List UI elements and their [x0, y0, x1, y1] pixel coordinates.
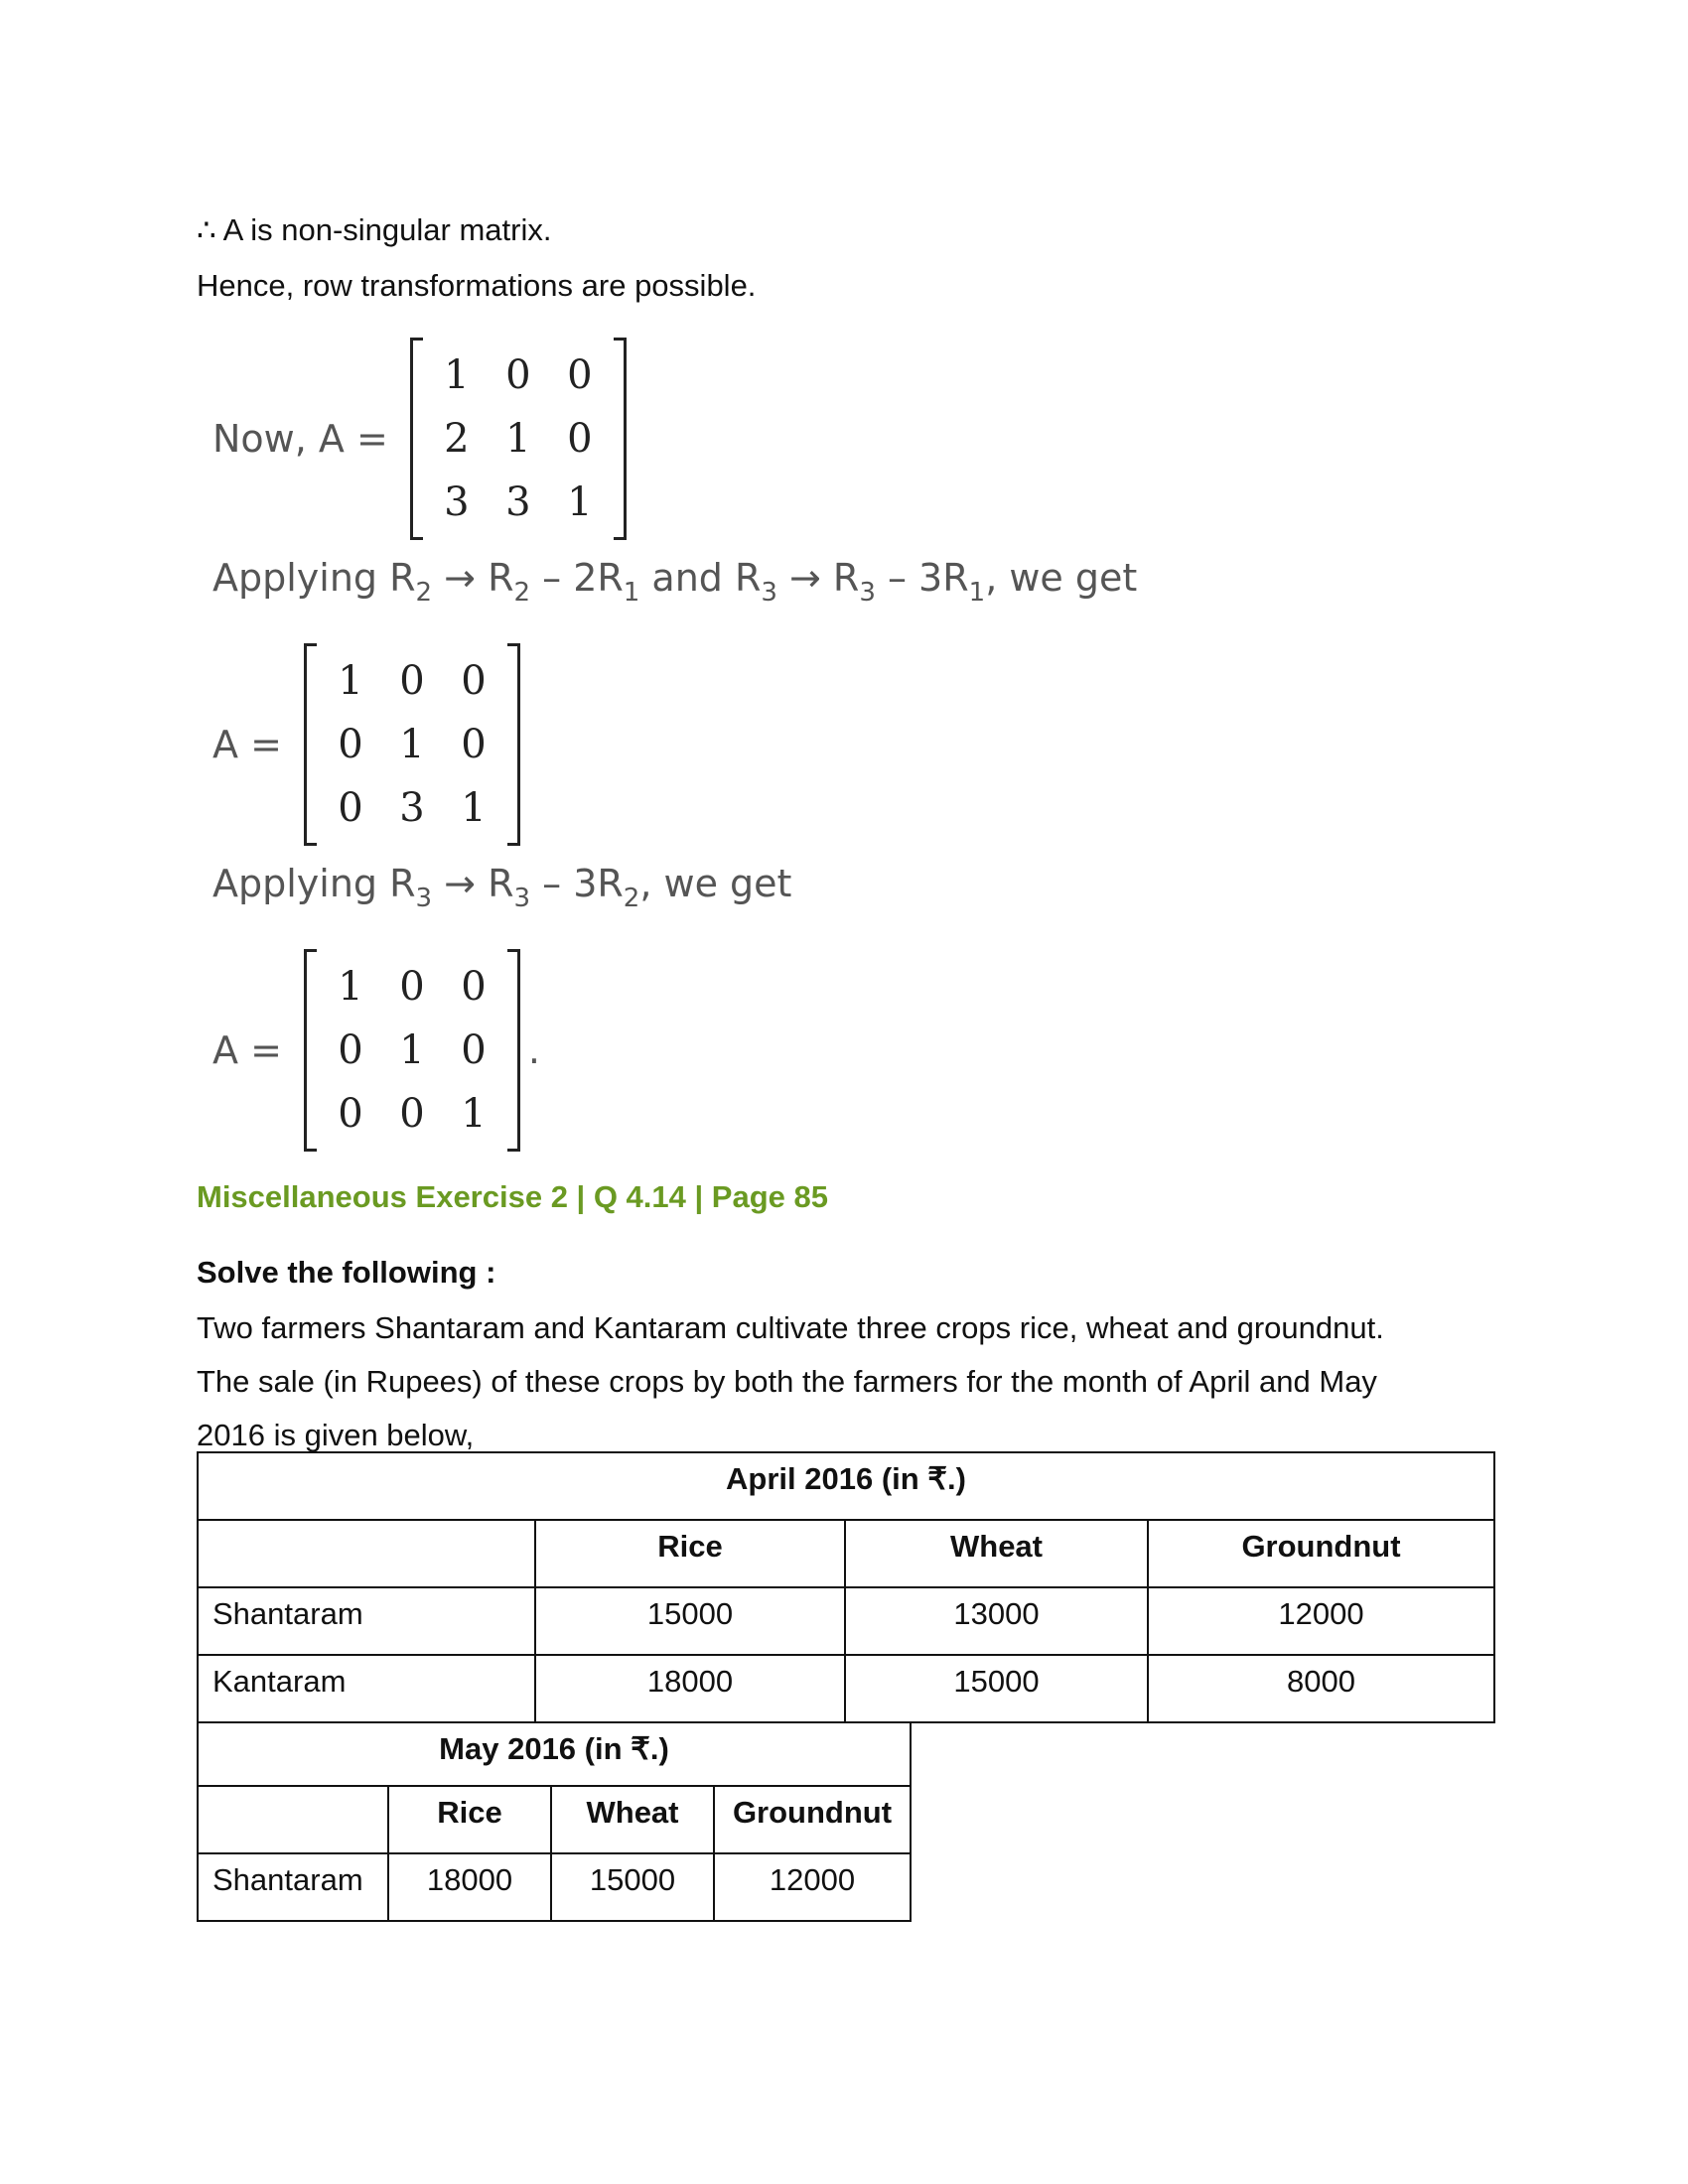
table-cell: 13000: [845, 1587, 1148, 1655]
matrix-cell: 1: [399, 1027, 425, 1073]
op-text: – 3R: [875, 556, 969, 600]
conclusion-text: A is non-singular matrix.: [222, 212, 552, 247]
op-text: , we get: [639, 862, 792, 905]
table-cell: Shantaram: [198, 1853, 388, 1921]
op-subscript: 1: [968, 578, 986, 608]
matrix-cell: 1: [399, 722, 425, 767]
row-operation-step-2: [212, 554, 1137, 616]
table-cell: Shantaram: [198, 1587, 535, 1655]
op-text: → R: [432, 862, 514, 905]
table-header-cell: Groundnut: [714, 1786, 911, 1853]
table-cell: 12000: [714, 1853, 911, 1921]
therefore-symbol: ∴: [197, 212, 216, 247]
matrix-cell: 0: [338, 1027, 363, 1073]
table-header-cell: Rice: [535, 1520, 845, 1587]
op-text: Applying R: [212, 862, 416, 905]
instruction-text: Solve the following :: [197, 1255, 496, 1290]
question-line-2: The sale (in Rupees) of these crops by both the farmers for the month of April and May: [197, 1364, 1377, 1399]
table-header-cell: Wheat: [845, 1520, 1148, 1587]
matrix-step-1: [212, 338, 627, 540]
matrix-brackets: [304, 643, 520, 846]
matrix-cell: 0: [567, 352, 593, 398]
table-header-cell: [198, 1786, 388, 1853]
table-header-cell: Wheat: [551, 1786, 714, 1853]
op-subscript: 2: [623, 884, 640, 913]
op-subscript: 2: [513, 578, 531, 608]
table-title: May 2016 (in ₹.): [198, 1722, 911, 1786]
matrix-cell: 0: [338, 785, 363, 831]
matrix-body: [320, 955, 504, 1146]
matrix-cell: 1: [444, 352, 470, 398]
op-subscript: 2: [415, 578, 433, 608]
table-header-cell: Rice: [388, 1786, 551, 1853]
op-subscript: 1: [623, 578, 640, 608]
matrix-step-2: [212, 643, 520, 846]
table-cell: 12000: [1148, 1587, 1494, 1655]
table-cell: 8000: [1148, 1655, 1494, 1722]
matrix-cell: 1: [505, 416, 531, 462]
matrix-cell: 0: [567, 416, 593, 462]
matrix-cell: 0: [461, 964, 487, 1010]
matrix-cell: 0: [399, 658, 425, 704]
matrix-cell: 1: [338, 964, 363, 1010]
matrix-cell: 0: [338, 1091, 363, 1137]
table-cell: 18000: [535, 1655, 845, 1722]
matrix-cell: 0: [338, 722, 363, 767]
matrix-body: [426, 343, 611, 534]
question-line-3: 2016 is given below,: [197, 1418, 475, 1452]
table-row: [198, 1655, 1494, 1722]
op-subscript: 3: [513, 884, 531, 913]
matrix-cell: 3: [399, 785, 425, 831]
table-row: [198, 1587, 1494, 1655]
op-text: and R: [639, 556, 762, 600]
conclusion-line-2: Hence, row transformations are possible.: [197, 268, 757, 303]
op-text: → R: [776, 556, 860, 600]
matrix-label: A =: [212, 723, 282, 766]
matrix-cell: 0: [505, 352, 531, 398]
table-cell: Kantaram: [198, 1655, 535, 1722]
op-text: Applying R: [212, 556, 416, 600]
matrix-cell: 1: [461, 1091, 487, 1137]
matrix-brackets: [304, 949, 520, 1152]
op-text: – 3R: [530, 862, 624, 905]
table-row: [198, 1853, 911, 1921]
matrix-cell: 0: [399, 1091, 425, 1137]
table-cell: 15000: [551, 1853, 714, 1921]
op-text: , we get: [985, 556, 1138, 600]
table-cell: 15000: [535, 1587, 845, 1655]
question-line-1: Two farmers Shantaram and Kantaram cultivate three crops rice, wheat and groundnut.: [197, 1310, 1384, 1345]
conclusion-line-1: [197, 210, 551, 250]
table-title: April 2016 (in ₹.): [198, 1452, 1494, 1520]
matrix-body: [320, 649, 504, 840]
matrix-cell: 1: [338, 658, 363, 704]
table-header-cell: [198, 1520, 535, 1587]
april-sales-table: [197, 1451, 1495, 1723]
op-subscript: 3: [415, 884, 433, 913]
table-cell: 18000: [388, 1853, 551, 1921]
matrix-cell: 0: [461, 658, 487, 704]
matrix-trailing-period: .: [527, 1028, 541, 1072]
matrix-cell: 3: [505, 479, 531, 525]
row-operation-step-3: [212, 860, 791, 922]
matrix-cell: 0: [399, 964, 425, 1010]
matrix-brackets: [410, 338, 627, 540]
op-subscript: 3: [761, 578, 777, 608]
matrix-cell: 1: [461, 785, 487, 831]
op-text: – 2R: [530, 556, 624, 600]
matrix-cell: 0: [461, 722, 487, 767]
may-sales-table: [197, 1721, 912, 1922]
matrix-cell: 3: [444, 479, 470, 525]
matrix-label: Now, A =: [212, 417, 388, 461]
matrix-cell: 2: [444, 416, 470, 462]
op-text: → R: [432, 556, 514, 600]
table-header-cell: Groundnut: [1148, 1520, 1494, 1587]
table-cell: 15000: [845, 1655, 1148, 1722]
matrix-step-3: [212, 949, 540, 1152]
op-subscript: 3: [859, 578, 876, 608]
matrix-label: A =: [212, 1028, 282, 1072]
matrix-cell: 1: [567, 479, 593, 525]
exercise-heading: Miscellaneous Exercise 2 | Q 4.14 | Page 85: [197, 1179, 828, 1214]
matrix-cell: 0: [461, 1027, 487, 1073]
